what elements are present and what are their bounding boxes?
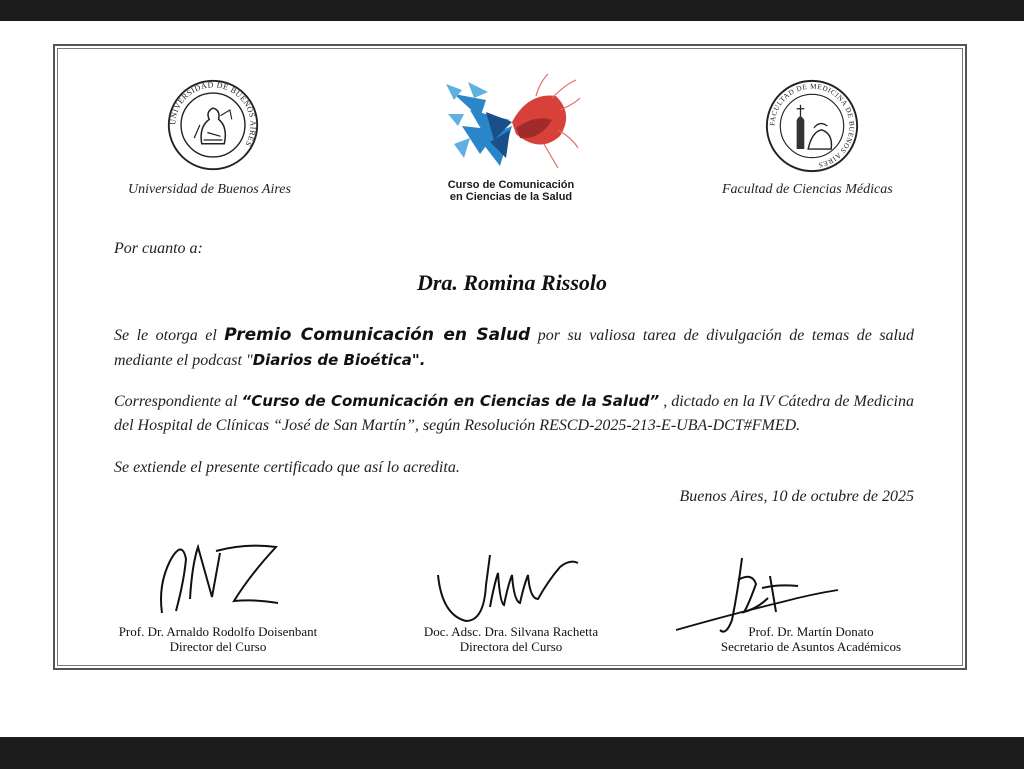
svg-text:UNIVERSIDAD DE BUENOS AIRES: UNIVERSIDAD DE BUENOS AIRES [168, 80, 258, 149]
signer-3-role: Secretario de Asuntos Académicos [720, 639, 902, 654]
faculty-label: Facultad de Ciencias Médicas [722, 182, 893, 197]
signer-3 [692, 624, 930, 654]
course-description: , dictado en la IV Cátedra de Medicina del Hospital de Clínicas “José de San Martín”, según Resolución RESCD-2025-213-E-UBA-DCT#FMED. [114, 393, 914, 434]
signer-1-name: Prof. Dr. Arnaldo Rodolfo Doisenbant [118, 624, 318, 639]
award-intro: Se le otorga el [114, 327, 225, 344]
course-logo-line1: Curso de Comunicación [447, 179, 575, 191]
signature-1-icon [150, 525, 290, 625]
course-logo-text [430, 179, 592, 203]
signer-1 [98, 624, 338, 654]
uba-label: Universidad de Buenos Aires [128, 182, 291, 197]
podcast-name: Diarios de Bioética". [252, 351, 426, 369]
closing-paragraph: Se extiende el presente certificado que así lo acredita. [114, 459, 460, 476]
award-name: Premio Comunicación en Salud [224, 325, 531, 345]
course-logo-icon [440, 70, 582, 174]
signer-2-role: Directora del Curso [459, 639, 563, 654]
course-intro: Correspondiente al [114, 393, 242, 410]
faculty-seal-icon [764, 78, 860, 174]
course-name: “Curso de Comunicación en Ciencias de la Salud” [241, 392, 660, 410]
course-logo-line2: en Ciencias de la Salud [449, 191, 573, 203]
award-paragraph [114, 323, 914, 373]
signer-2 [400, 624, 622, 654]
signer-1-role: Director del Curso [169, 639, 267, 654]
signer-3-name: Prof. Dr. Martín Donato [748, 624, 874, 639]
svg-text:FACULTAD DE MEDICINA DE BUENOS: FACULTAD DE MEDICINA DE BUENOS AIRES [768, 82, 856, 169]
uba-seal-icon [166, 78, 260, 172]
signer-2-name: Doc. Adsc. Dra. Silvana Rachetta [423, 624, 599, 639]
signature-2-icon [432, 545, 582, 630]
recipient-name: Dra. Romina Rissolo [416, 270, 608, 295]
por-cuanto-text: Por cuanto a: [114, 240, 203, 257]
course-paragraph [114, 389, 914, 438]
award-description: por su valiosa tarea de divulgación de temas de salud mediante el podcast " [114, 327, 914, 369]
issue-date: Buenos Aires, 10 de octubre de 2025 [679, 488, 914, 505]
